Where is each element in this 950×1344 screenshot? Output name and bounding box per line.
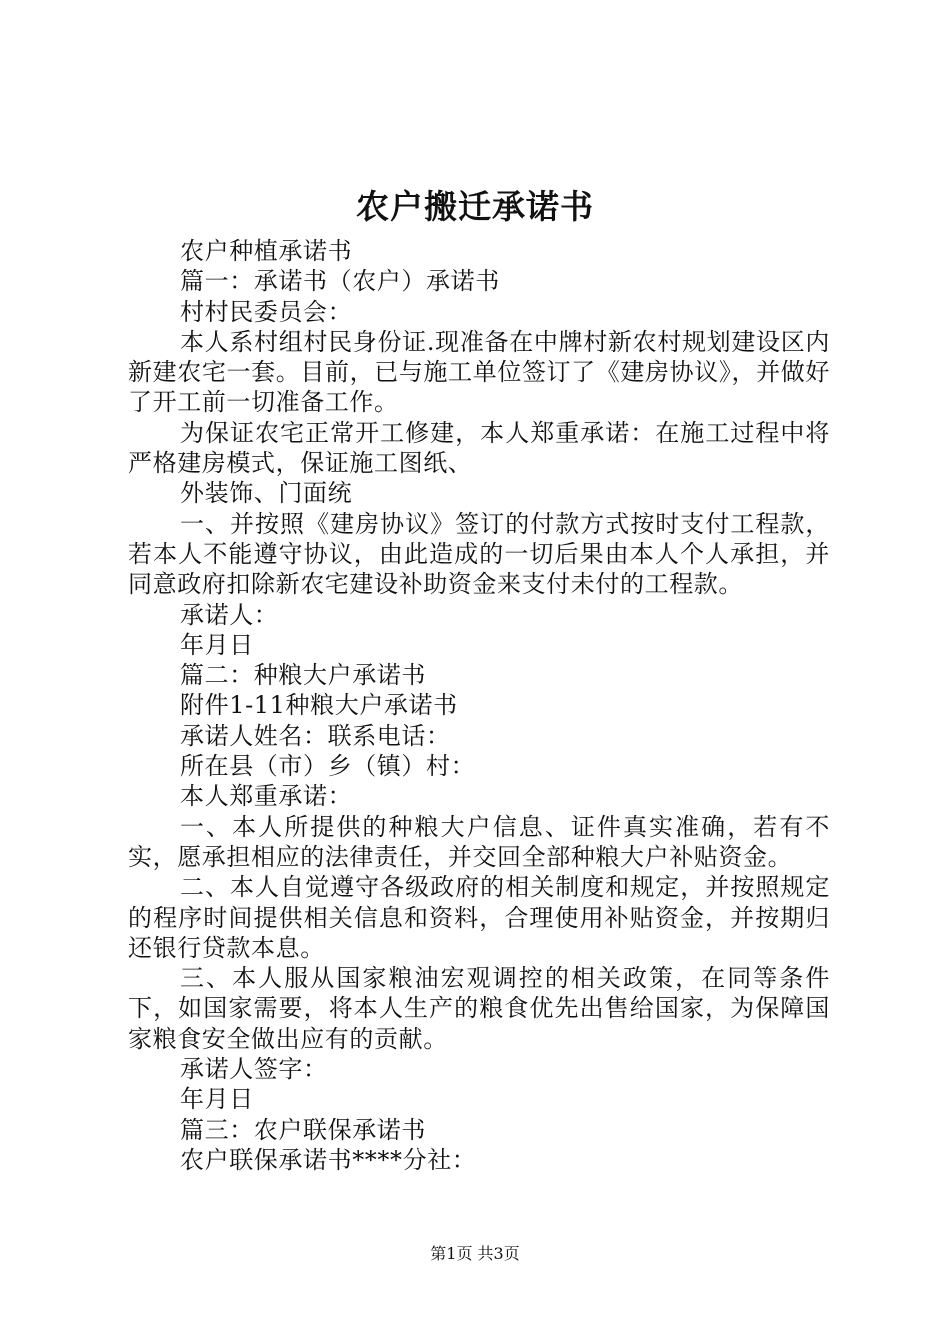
- paragraph: 一、并按照《建房协议》签订的付款方式按时支付工程款，若本人不能遵守协议，由此造成的一切后果由本人个人承担，并同意政府扣除新农宅建设补助资金来支付未付的工程款。: [128, 509, 830, 599]
- paragraph: 本人郑重承诺：: [180, 782, 353, 811]
- page-footer: 第1页 共3页: [430, 1244, 520, 1263]
- paragraph: 承诺人：: [180, 600, 279, 629]
- paragraph: 承诺人姓名：联系电话：: [180, 721, 451, 750]
- paragraph: 篇三：农户联保承诺书: [180, 1115, 426, 1144]
- paragraph: 农户联保承诺书****分社：: [180, 1145, 477, 1174]
- paragraph: 附件1-11种粮大户承诺书: [180, 691, 458, 720]
- paragraph: 三、本人服从国家粮油宏观调控的相关政策，在同等条件下，如国家需要，将本人生产的粮食优先出售给国家，为保障国家粮食安全做出应有的贡献。: [128, 964, 830, 1053]
- paragraph: 一、本人所提供的种粮大户信息、证件真实准确，若有不实，愿承担相应的法律责任，并交回全部种粮大户补贴资金。: [128, 812, 830, 871]
- paragraph: 篇二：种粮大户承诺书: [180, 661, 426, 690]
- paragraph: 年月日: [180, 630, 254, 659]
- paragraph: 二、本人自觉遵守各级政府的相关制度和规定，并按照规定的程序时间提供相关信息和资料，合理使用补贴资金，并按期归还银行贷款本息。: [128, 873, 830, 962]
- paragraph: 年月日: [180, 1085, 254, 1114]
- paragraph: 农户种植承诺书: [180, 237, 353, 265]
- document-body: [128, 236, 830, 1175]
- paragraph: 外装饰、门面统: [180, 479, 353, 508]
- paragraph: 本人系村组村民身份证.现准备在中牌村新农村规划建设区内新建农宅一套。目前，已与施工单位签订了《建房协议》，并做好了开工前一切准备工作。: [128, 327, 830, 417]
- paragraph: 村村民委员会：: [180, 297, 353, 326]
- paragraph: 承诺人签字：: [180, 1055, 328, 1084]
- paragraph: 篇一：承诺书（农户）承诺书: [180, 267, 500, 296]
- document-title: 农户搬迁承诺书: [356, 187, 594, 226]
- paragraph: 所在县（市）乡（镇）村：: [180, 752, 476, 781]
- paragraph: 为保证农宅正常开工修建，本人郑重承诺：在施工过程中将严格建房模式，保证施工图纸、: [128, 418, 830, 478]
